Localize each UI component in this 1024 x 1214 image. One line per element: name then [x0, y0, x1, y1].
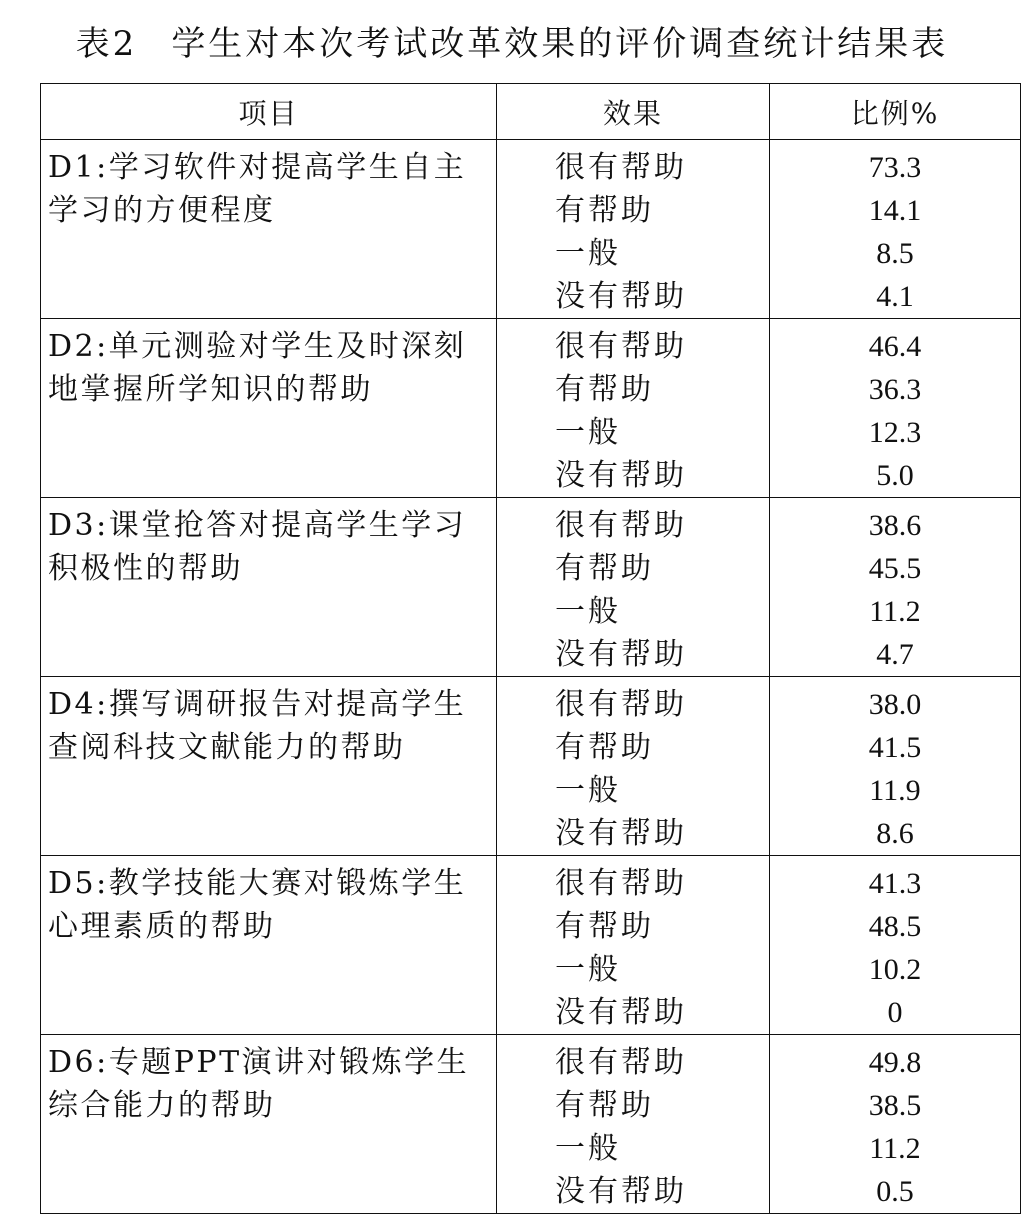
ratio-value: 10.2	[868, 953, 922, 986]
item-description: D5:教学技能大赛对锻炼学生心理素质的帮助	[48, 866, 467, 944]
ratio-value: 73.3	[868, 151, 922, 184]
effect-label: 没有帮助	[555, 1174, 687, 1209]
ratio-value: 49.8	[868, 1046, 922, 1079]
ratio-value: 36.3	[868, 373, 922, 406]
effect-label: 有帮助	[555, 372, 654, 407]
ratio-cell	[770, 1035, 1021, 1214]
table-caption	[0, 14, 1024, 74]
effect-label: 一般	[555, 594, 621, 629]
ratio-value: 0	[887, 996, 903, 1029]
effect-label: 有帮助	[555, 551, 654, 586]
survey-results-table	[40, 83, 1021, 1214]
header-row	[41, 84, 1021, 140]
ratio-value: 41.3	[868, 867, 922, 900]
item-cell	[41, 319, 497, 498]
table-row	[41, 856, 1021, 1035]
header-effect: 效果	[497, 84, 770, 140]
table-body	[41, 140, 1021, 1214]
ratio-value: 8.6	[876, 817, 914, 850]
table-row	[41, 1035, 1021, 1214]
effect-label: 很有帮助	[555, 508, 687, 543]
effect-label: 有帮助	[555, 730, 654, 765]
effect-label: 有帮助	[555, 193, 654, 228]
effect-cell	[497, 319, 770, 498]
ratio-value: 38.6	[868, 509, 922, 542]
item-description: D3:课堂抢答对提高学生学习积极性的帮助	[48, 508, 467, 586]
ratio-cell	[770, 319, 1021, 498]
effect-label: 很有帮助	[555, 687, 687, 722]
item-description: D4:撰写调研报告对提高学生查阅科技文献能力的帮助	[48, 687, 467, 765]
effect-cell	[497, 140, 770, 319]
effect-label: 一般	[555, 236, 621, 271]
effect-label: 有帮助	[555, 1088, 654, 1123]
ratio-value: 41.5	[868, 731, 922, 764]
item-description: D2:单元测验对学生及时深刻地掌握所学知识的帮助	[48, 329, 467, 407]
ratio-value: 11.2	[869, 1132, 921, 1165]
effect-label: 很有帮助	[555, 1045, 687, 1080]
ratio-value: 48.5	[868, 910, 922, 943]
effect-label: 没有帮助	[555, 637, 687, 672]
effect-label: 很有帮助	[555, 866, 687, 901]
ratio-value: 38.0	[868, 688, 922, 721]
header-item: 项目	[41, 84, 497, 140]
item-cell	[41, 1035, 497, 1214]
ratio-value: 46.4	[868, 330, 922, 363]
table-title: 学生对本次考试改革效果的评价调查统计结果表	[171, 24, 949, 64]
header-ratio: 比例%	[770, 84, 1021, 140]
effect-label: 没有帮助	[555, 279, 687, 314]
ratio-cell	[770, 140, 1021, 319]
effect-label: 一般	[555, 952, 621, 987]
ratio-value: 38.5	[868, 1089, 922, 1122]
item-cell	[41, 140, 497, 319]
effect-label: 很有帮助	[555, 150, 687, 185]
table-row	[41, 319, 1021, 498]
ratio-cell	[770, 498, 1021, 677]
ratio-value: 11.9	[869, 774, 921, 807]
ratio-value: 45.5	[868, 552, 922, 585]
effect-cell	[497, 498, 770, 677]
table-row	[41, 140, 1021, 319]
ratio-value: 4.1	[876, 280, 914, 313]
ratio-value: 11.2	[869, 595, 921, 628]
item-description: D1:学习软件对提高学生自主学习的方便程度	[48, 150, 467, 228]
item-cell	[41, 856, 497, 1035]
effect-label: 有帮助	[555, 909, 654, 944]
ratio-value: 14.1	[868, 194, 922, 227]
effect-label: 一般	[555, 1131, 621, 1166]
table-row	[41, 677, 1021, 856]
table-number: 表2	[75, 24, 138, 64]
effect-label: 一般	[555, 415, 621, 450]
effect-label: 很有帮助	[555, 329, 687, 364]
ratio-value: 5.0	[876, 459, 914, 492]
item-cell	[41, 677, 497, 856]
ratio-value: 0.5	[876, 1175, 914, 1208]
effect-cell	[497, 1035, 770, 1214]
ratio-cell	[770, 677, 1021, 856]
ratio-cell	[770, 856, 1021, 1035]
effect-label: 一般	[555, 773, 621, 808]
ratio-value: 12.3	[868, 416, 922, 449]
effect-label: 没有帮助	[555, 816, 687, 851]
item-cell	[41, 498, 497, 677]
effect-cell	[497, 677, 770, 856]
effect-cell	[497, 856, 770, 1035]
effect-label: 没有帮助	[555, 458, 687, 493]
table-row	[41, 498, 1021, 677]
ratio-value: 4.7	[876, 638, 914, 671]
item-description: D6:专题PPT演讲对锻炼学生综合能力的帮助	[48, 1045, 470, 1123]
ratio-value: 8.5	[876, 237, 914, 270]
effect-label: 没有帮助	[555, 995, 687, 1030]
